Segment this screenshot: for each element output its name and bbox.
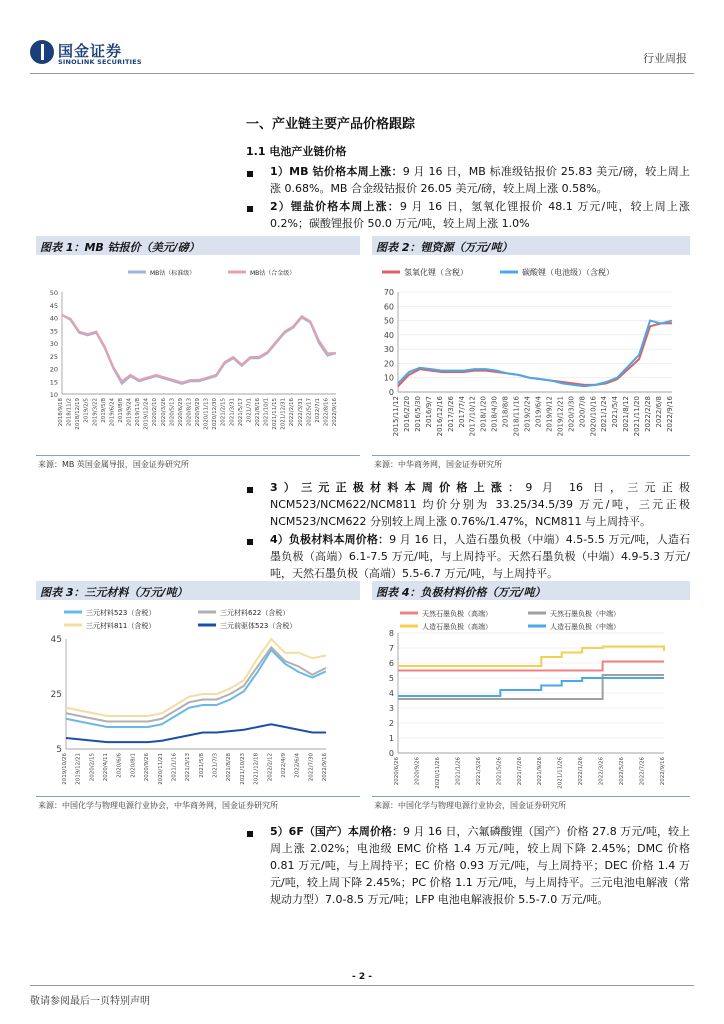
y-tick-label: 0 [388,388,394,397]
x-tick-label: 2022/6/4 [294,753,301,778]
logo-text-cn: 国金证券 [58,42,123,60]
figure-divider [372,455,690,456]
x-tick-label: 2020/12/30 [212,398,219,430]
x-tick-label: 2020/7/8 [578,396,587,428]
paragraph-cathode [270,479,690,530]
x-tick-label: 2022/2/28 [644,396,653,432]
x-tick-label: 2018/11/2 [66,398,73,427]
paragraph-body: 9 月 16 日，氢氧化锂报价 48.1 万元/吨，较上周上涨 0.2%；碳酸锂报价 50.0 万元/吨，较上周上涨 1.0% [270,200,690,230]
y-tick-label: 2 [388,719,394,728]
paragraph-head: 5）6F（国产）本周价格： [270,825,403,838]
x-tick-label: 2022/8/16 [323,398,330,427]
y-tick-label: 6 [388,659,394,668]
x-tick-label: 2022/7/1 [314,398,321,423]
logo-icon [30,40,54,64]
x-tick-label: 2020/9/29 [195,398,201,427]
x-tick-label: 2019/2/24 [523,396,532,432]
x-tick-label: 2020/11/26 [434,757,441,789]
legend-label: 三元材料622（含税） [220,609,290,617]
x-tick-label: 2018/11/16 [512,396,521,437]
x-tick-label: 2020/9/26 [144,753,151,782]
legend-label: MB钴（合金级） [250,270,296,277]
x-tick-label: 2018/8/8 [501,396,510,428]
x-tick-label: 2021/1/16 [171,753,178,782]
x-tick-label: 2018/12/19 [75,398,82,430]
section-title: 一、产业链主要产品价格跟踪 [246,117,416,132]
x-tick-label: 2019/6/24 [109,398,116,427]
legend-label: 三元材料811（含税） [86,622,156,630]
chart-ternary [36,601,360,795]
x-tick-label: 2016/2/20 [402,396,411,432]
legend-label: MB钴（标准级） [150,270,196,277]
x-tick-label: 2021/8/12 [622,396,631,432]
figure-title-bar [36,236,360,255]
figure-divider [372,796,690,797]
x-tick-label: 2020/2/15 [89,753,96,782]
paragraph-cobalt [270,163,690,197]
x-tick-label: 2021/5/8 [198,753,205,778]
legend-label: 人造石墨负极（中端） [550,623,620,631]
x-tick-label: 2019/11/8 [135,398,142,427]
paragraph-body: 9 月 16 日，三元正极 NCM523/NCM622/NCM811 均价分别为 33.25/34.5/39 万元/吨，三元正极 NCM523/NCM622 分别较上周上涨 0.76%/1.47%，NCM811 与上周持平。 [270,481,690,528]
x-tick-label: 2018/1/20 [479,396,488,432]
x-tick-label: 2020/10/16 [589,396,598,437]
x-tick-label: 2020/6/29 [177,398,184,427]
y-tick-label: 5 [388,674,394,683]
paragraph-lithium [270,198,690,232]
series-line [62,315,336,383]
y-tick-label: 45 [49,301,58,310]
bullet-icon [247,206,253,212]
x-tick-label: 2022/6/8 [655,396,664,428]
x-tick-label: 2021/1/26 [455,757,462,786]
x-tick-label: 2016/5/30 [413,396,422,432]
y-tick-label: 10 [383,373,394,383]
x-tick-label: 2019/9/24 [126,398,133,427]
figure-title: 图表 1：MB 钴报价（美元/磅） [40,241,200,254]
y-tick-label: 7 [388,644,394,653]
figure-source: 来源：中华商务网，国金证券研究所 [374,460,502,469]
paragraph-electrolyte [270,823,690,908]
y-tick-label: 35 [49,327,58,336]
y-tick-label: 70 [383,288,394,297]
x-tick-label: 2021/8/16 [254,398,261,427]
y-tick-label: 30 [49,340,58,348]
x-tick-label: 2021/5/26 [496,757,503,786]
series-line [66,639,326,716]
y-tick-label: 4 [388,689,394,698]
x-tick-label: 2022/3/26 [598,757,605,786]
paragraph-body: 9 月 16 日，MB 标准级钴报价 25.83 美元/磅，较上周上涨 0.68%。MB 合金级钴报价 26.05 美元/磅，较上周上涨 0.58%。 [270,165,690,195]
figure-title-bar [372,236,690,255]
y-tick-label: 45 [50,635,62,645]
footer-disclaimer: 敬请参阅最后一页特别声明 [30,996,150,1007]
figure-title-bar [36,581,360,600]
footer-divider [30,985,694,986]
figure-source: 来源：中国化学与物理电源行业协会，中华商务网，国金证券研究所 [38,801,278,810]
x-tick-label: 2021/3/31 [229,398,236,427]
legend-label: 三元材料523（含税） [86,609,156,617]
figure-title: 图表 2：锂资源（万元/吨） [376,241,513,254]
legend-label: 碳酸锂（电池级）（含税） [522,268,614,277]
x-tick-label: 2019/8/8 [117,398,124,423]
x-tick-label: 2020/8/1 [130,753,137,778]
paragraph-head: 4）负极材料本周价格： [270,533,390,546]
x-tick-label: 2021/2/15 [220,398,227,427]
bullet-icon [247,831,253,837]
x-tick-label: 2017/7/4 [457,396,466,428]
x-tick-label: 2020/6/6 [116,753,123,778]
y-tick-label: 25 [49,352,58,361]
series-line [398,323,672,386]
y-tick-label: 30 [383,345,394,355]
logo-text-en: SINOLINK SECURITIES [58,58,142,66]
x-tick-label: 2021/11/26 [557,757,564,789]
y-tick-label: 10 [49,391,58,399]
paragraph-anode [270,531,690,582]
page-number: - 2 - [352,972,372,982]
x-tick-label: 2020/3/30 [567,396,576,432]
x-tick-label: 2018/9/18 [58,398,64,427]
paragraph-head: 3）三元正极材料本周价格上涨： [270,481,526,494]
x-tick-label: 2021/1/24 [600,396,609,432]
y-tick-label: 20 [383,359,394,369]
y-tick-label: 1 [388,734,394,743]
chart-mb-cobalt [36,256,360,456]
bullet-icon [247,171,253,177]
x-tick-label: 2021/7/1 [246,398,253,423]
chart-anode [372,601,690,795]
x-tick-label: 2020/11/21 [157,753,164,785]
figure-source: 来源：中国化学与物理电源行业协会，国金证券研究所 [374,801,566,810]
x-tick-label: 2022/1/26 [578,757,585,786]
x-tick-label: 2020/11/13 [203,398,210,430]
y-tick-label: 50 [383,316,394,326]
x-tick-label: 2022/2/12 [267,753,274,782]
x-tick-label: 2019/12/21 [75,753,82,785]
series-line [398,321,672,387]
x-tick-label: 2021/12/18 [253,753,260,785]
bullet-icon [247,487,253,493]
figure-title: 图表 4：负极材料价格（万元/吨） [376,586,546,599]
legend-label: 三元前驱体523（含税） [220,622,297,630]
x-tick-label: 2022/7/30 [308,753,315,782]
y-tick-label: 25 [50,690,62,700]
paragraph-head: 1）MB 钴价格本周上涨： [270,165,403,178]
x-tick-label: 2021/8/28 [226,753,233,782]
x-tick-label: 2020/6/26 [394,757,400,786]
y-tick-label: 3 [388,704,394,713]
x-tick-label: 2016/12/16 [435,396,444,437]
x-tick-label: 2021/10/1 [263,398,270,427]
series-line [66,647,326,721]
x-tick-label: 2015/11/12 [392,396,400,437]
figure-title-bar [372,581,690,600]
x-tick-label: 2020/5/13 [169,398,176,427]
legend-label: 天然石墨负极（中端） [550,610,620,618]
x-tick-label: 2020/3/26 [160,398,167,427]
chart-lithium [372,256,690,456]
x-tick-label: 2020/2/10 [152,398,159,427]
x-tick-label: 2018/4/30 [490,396,499,432]
x-tick-label: 2022/5/17 [306,398,313,427]
x-tick-label: 2019/5/8 [100,398,107,423]
x-tick-label: 2021/7/26 [516,757,523,786]
x-tick-label: 2019/10/26 [62,753,68,785]
x-tick-label: 2017/10/12 [468,396,477,437]
bullet-icon [247,539,253,545]
x-tick-label: 2021/11/15 [272,398,279,430]
paragraph-body: 9 月 16 日，六氟磷酸锂（国产）价格 27.8 万元/吨，较上周上涨 2.02%；电池级 EMC 价格 1.4 万元/吨，较上周下降 2.45%；DMC 价格 0.81 万元/吨，与上周持平；EC 价格 0.93 万元/吨，与上周持平；DEC 价格 1.4 万元/吨，较上周下降 2.45%；PC 价格 1.1 万元/吨，与上周持平。三元电池电解液（常规动力型）7.0-8.5 万元/吨；LFP 电池电解液报价 5.5-7.0 万元/吨。 [270,825,690,906]
x-tick-label: 2022/4/9 [280,753,287,778]
x-tick-label: 2020/4/11 [103,753,110,782]
legend-label: 人造石墨负极（高端） [422,623,492,631]
x-tick-label: 2021/3/26 [475,757,482,786]
x-tick-label: 2019/12/21 [556,396,565,437]
x-tick-label: 2020/8/13 [186,398,193,427]
y-tick-label: 0 [388,749,394,758]
paragraph-body: 9 月 16 日，人造石墨负极（中端）4.5-5.5 万元/吨，人造石墨负极（高端）6.1-7.5 万元/吨，与上周持平。天然石墨负极（中端）4.9-5.3 万元/吨，天然石墨负极（高端）5.5-6.7 万元/吨，与上周持平。 [270,533,690,580]
x-tick-label: 2019/9/12 [545,396,554,432]
report-type: 行业周报 [643,52,687,65]
y-tick-label: 40 [49,314,58,323]
x-tick-label: 2022/9/16 [660,757,666,786]
x-tick-label: 2022/3/31 [297,398,304,427]
x-tick-label: 2022/9/16 [666,396,674,432]
y-tick-label: 5 [56,745,62,755]
x-tick-label: 2022/9/16 [332,398,338,427]
header-divider [30,73,694,74]
x-tick-label: 2017/3/26 [446,396,455,432]
x-tick-label: 2021/11/20 [633,396,642,437]
figure-divider [36,455,360,456]
section-subtitle: 1.1 电池产业链价格 [246,145,347,158]
x-tick-label: 2021/5/4 [611,396,620,428]
x-tick-label: 2021/3/13 [185,753,192,782]
y-tick-label: 40 [383,330,394,340]
x-tick-label: 2021/7/3 [212,753,219,778]
legend-label: 天然石墨负极（高端） [422,610,492,618]
y-tick-label: 50 [49,289,58,297]
paragraph-head: 2）锂盐价格本周上涨： [270,200,400,213]
y-tick-label: 60 [383,302,394,312]
legend-label: 氢氧化锂（含税） [404,268,468,277]
figure-source: 来源：MB 英国金属导报，国金证券研究所 [38,460,189,469]
x-tick-label: 2020/9/26 [414,757,421,786]
x-tick-label: 2021/12/31 [280,398,287,430]
x-tick-label: 2022/7/26 [639,757,646,786]
y-tick-label: 15 [49,378,58,387]
x-tick-label: 2019/3/22 [92,398,99,427]
y-tick-label: 8 [388,629,394,638]
x-tick-label: 2019/12/24 [143,398,150,430]
x-tick-label: 2022/5/26 [619,757,626,786]
figure-divider [36,796,360,797]
figure-title: 图表 3：三元材料（万元/吨） [40,586,188,599]
y-tick-label: 20 [49,365,58,374]
x-tick-label: 2016/9/7 [424,396,433,428]
x-tick-label: 2021/5/17 [237,398,244,427]
x-tick-label: 2021/9/26 [537,757,544,786]
x-tick-label: 2021/10/23 [239,753,246,785]
x-tick-label: 2019/2/5 [83,398,90,423]
x-tick-label: 2022/9/16 [322,753,328,782]
x-tick-label: 2022/2/16 [289,398,296,427]
x-tick-label: 2019/6/4 [534,396,543,428]
